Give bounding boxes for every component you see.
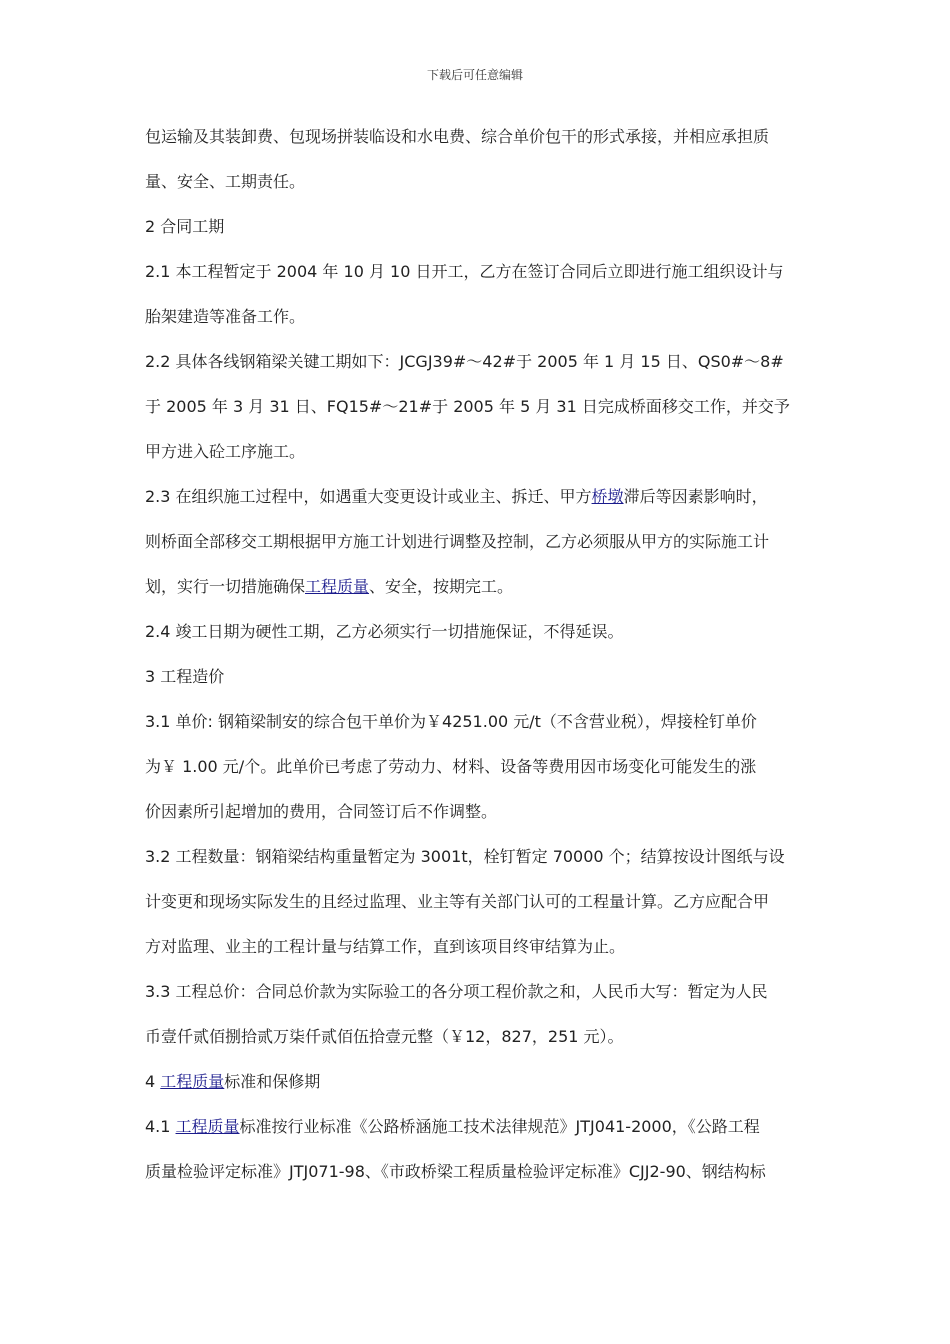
text-segment: 标准和保修期 [224, 1072, 321, 1091]
text-segment: 4.1 [145, 1117, 176, 1136]
paragraph-line [145, 347, 810, 392]
hyperlink[interactable]: 工程质量 [305, 577, 370, 596]
hyperlink[interactable]: 工程质量 [160, 1072, 225, 1091]
page-header: 下载后可任意编辑 [426, 68, 523, 82]
text-segment: 则桥面全部移交工期根据甲方施工计划进行调整及控制，乙方必须服从甲方的实际施工计 [145, 532, 770, 551]
paragraph-line [145, 167, 810, 212]
paragraph-line [145, 1112, 810, 1157]
paragraph-line [145, 752, 810, 797]
text-segment: 为￥ 1.00 元/个。此单价已考虑了劳动力、材料、设备等费用因市场变化可能发生的涨 [145, 757, 757, 776]
paragraph-line [145, 482, 810, 527]
text-segment: 3.1 单价: 钢箱梁制安的综合包干单价为￥4251.00 元/t（不含营业税），焊接栓钉单价 [145, 712, 757, 731]
text-segment: 甲方进入砼工序施工。 [145, 442, 306, 461]
text-segment: 胎架建造等准备工作。 [145, 307, 306, 326]
text-segment: 币壹仟贰佰捌拾贰万柒仟贰佰伍拾壹元整（￥12，827，251 元）。 [145, 1027, 624, 1046]
paragraph-line [145, 887, 810, 932]
paragraph-line [145, 1022, 810, 1067]
text-segment: 2 合同工期 [145, 217, 225, 236]
text-segment: 包运输及其装卸费、包现场拼装临设和水电费、综合单价包干的形式承接，并相应承担质 [145, 127, 770, 146]
document-body [145, 122, 810, 1202]
text-segment: 3 工程造价 [145, 667, 225, 686]
text-segment: 滞后等因素影响时， [623, 487, 768, 506]
text-segment: 标准按行业标准《公路桥涵施工技术法律规范》JTJ041-2000，《公路工程 [239, 1117, 760, 1136]
text-segment: 2.4 竣工日期为硬性工期，乙方必须实行一切措施保证，不得延误。 [145, 622, 624, 641]
text-segment: 3.3 工程总价：合同总价款为实际验工的各分项工程价款之和，人民币大写：暂定为人民 [145, 982, 768, 1001]
paragraph-line [145, 662, 810, 707]
paragraph-line [145, 797, 810, 842]
paragraph-line [145, 977, 810, 1022]
text-segment: 划，实行一切措施确保 [145, 577, 306, 596]
text-segment: 量、安全、工期责任。 [145, 172, 306, 191]
paragraph-line [145, 527, 810, 572]
paragraph-line [145, 392, 810, 437]
paragraph-line [145, 617, 810, 662]
hyperlink[interactable]: 桥墩 [591, 487, 624, 506]
hyperlink[interactable]: 工程质量 [175, 1117, 240, 1136]
text-segment: 价因素所引起增加的费用，合同签订后不作调整。 [145, 802, 498, 821]
text-segment: 3.2 工程数量：钢箱梁结构重量暂定为 3001t，栓钉暂定 70000 个；结算按设计图纸与设 [145, 847, 785, 866]
paragraph-line [145, 932, 810, 977]
text-segment: 2.3 在组织施工过程中，如遇重大变更设计或业主、拆迁、甲方 [145, 487, 592, 506]
text-segment: 2.1 本工程暂定于 2004 年 10 月 10 日开工，乙方在签订合同后立即进行施工组织设计与 [145, 262, 784, 281]
paragraph-line [145, 302, 810, 347]
paragraph-line [145, 842, 810, 887]
text-segment: 2.2 具体各线钢箱梁关键工期如下：JCGJ39#～42#于 2005 年 1 月 15 日、QS0#～8# [145, 352, 784, 371]
paragraph-line [145, 122, 810, 167]
paragraph-line [145, 572, 810, 617]
paragraph-line [145, 437, 810, 482]
text-segment: 、安全，按期完工。 [369, 577, 514, 596]
paragraph-line [145, 257, 810, 302]
text-segment: 方对监理、业主的工程计量与结算工作，直到该项目终审结算为止。 [145, 937, 626, 956]
text-segment: 质量检验评定标准》JTJ071-98、《市政桥梁工程质量检验评定标准》CJJ2-90、钢结构标 [145, 1162, 766, 1181]
paragraph-line [145, 707, 810, 752]
text-segment: 于 2005 年 3 月 31 日、FQ15#～21#于 2005 年 5 月 31 日完成桥面移交工作，并交予 [145, 397, 790, 416]
paragraph-line [145, 1157, 810, 1202]
paragraph-line [145, 212, 810, 257]
text-segment: 计变更和现场实际发生的且经过监理、业主等有关部门认可的工程量计算。乙方应配合甲 [145, 892, 770, 911]
text-segment: 4 [145, 1072, 161, 1091]
paragraph-line [145, 1067, 810, 1112]
